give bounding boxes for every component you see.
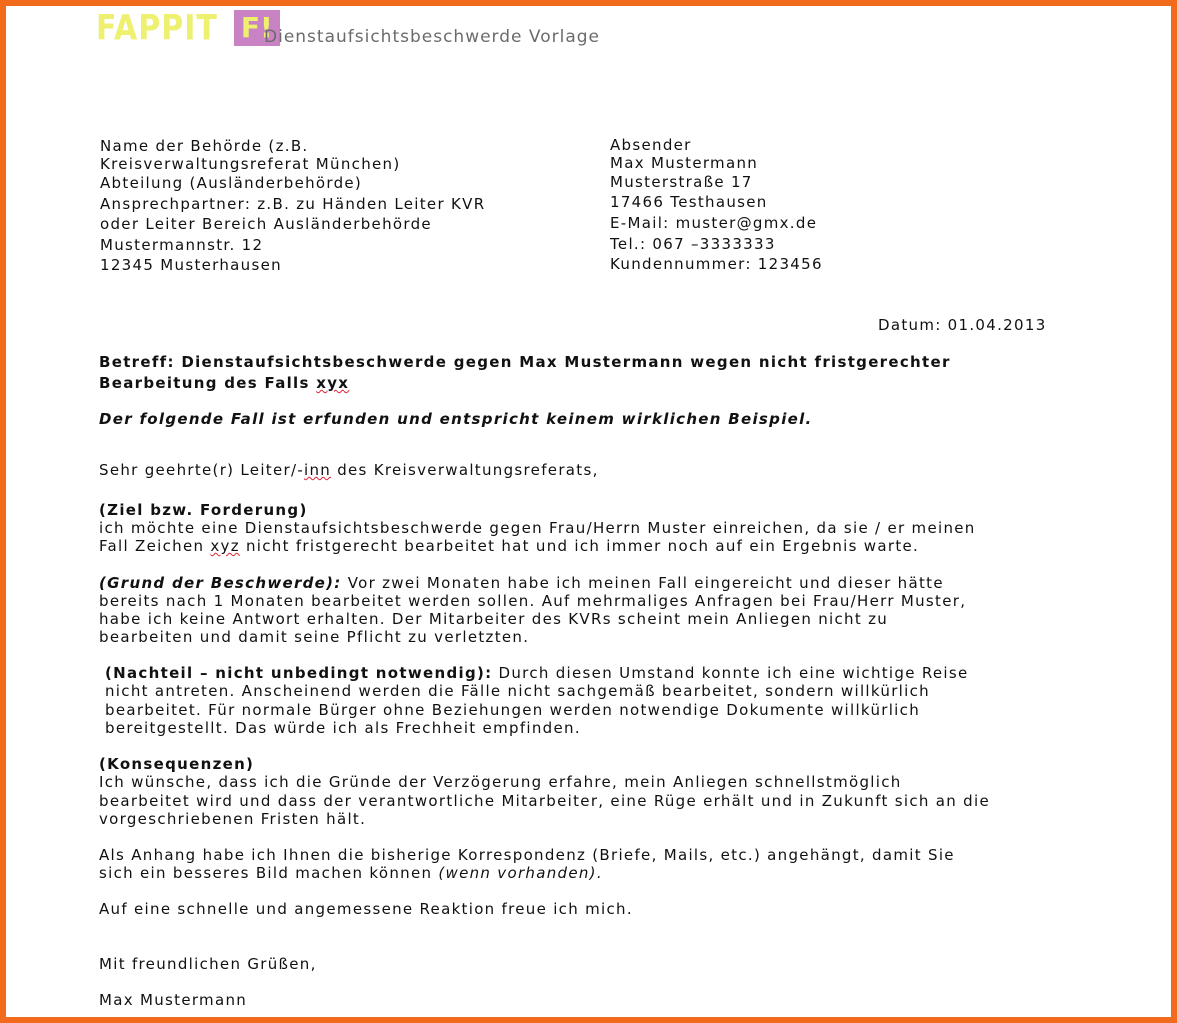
logo-text: FAPPIT bbox=[96, 7, 218, 49]
subject-line: Betreff: Dienstaufsichtsbeschwerde gegen Max Mustermann wegen nicht fristgerechter bbox=[99, 353, 951, 371]
recipient-line: 12345 Musterhausen bbox=[100, 256, 282, 274]
disadvantage-text: Durch diesen Umstand konnte ich eine wichtige Reise bbox=[492, 664, 969, 682]
disadvantage-line: nicht antreten. Anscheinend werden die Fälle nicht sachgemäß bearbeitet, sondern willkürlich bbox=[105, 682, 930, 700]
reason-line: habe ich keine Antwort erhalten. Der Mitarbeiter des KVRs scheint mein Anliegen nicht zu bbox=[99, 610, 889, 628]
reason-line: bereits nach 1 Monaten bearbeitet werden sollen. Auf mehrmaliges Anfragen bei Frau/Herr Muster, bbox=[99, 592, 967, 610]
recipient-line: Name der Behörde (z.B. bbox=[100, 137, 309, 155]
goal-line: ich möchte eine Dienstaufsichtsbeschwerde gegen Frau/Herrn Muster einreichen, da sie / er meinen bbox=[99, 519, 976, 537]
disclaimer: Der folgende Fall ist erfunden und entspricht keinem wirklichen Beispiel. bbox=[99, 410, 813, 428]
disadvantage-line bbox=[105, 664, 969, 682]
letter-date: Datum: 01.04.2013 bbox=[878, 316, 1047, 334]
goal-text: Fall Zeichen bbox=[99, 537, 211, 555]
closing-line: Auf eine schnelle und angemessene Reaktion freue ich mich. bbox=[99, 900, 633, 918]
salutation-text: Sehr geehrte(r) Leiter/- bbox=[99, 461, 305, 479]
spellcheck-word: xyx bbox=[316, 374, 350, 392]
spellcheck-word: xyz bbox=[210, 537, 240, 555]
attachment-text: sich ein besseres Bild machen können bbox=[99, 864, 439, 882]
attachment-note: (wenn vorhanden). bbox=[438, 864, 603, 882]
document-title: Dienstaufsichtsbeschwerde Vorlage bbox=[264, 27, 600, 47]
site-logo[interactable] bbox=[96, 8, 280, 48]
subject-text: Bearbeitung des Falls bbox=[99, 374, 317, 392]
subject-line bbox=[99, 374, 349, 392]
salutation bbox=[99, 461, 599, 479]
attachment-line: Als Anhang habe ich Ihnen die bisherige Korrespondenz (Briefe, Mails, etc.) angehängt, damit Sie bbox=[99, 846, 955, 864]
sender-line: Tel.: 067 –3333333 bbox=[610, 235, 776, 253]
recipient-line: oder Leiter Bereich Ausländerbehörde bbox=[100, 215, 432, 233]
disadvantage-line: bearbeitet. Für normale Bürger ohne Beziehungen werden notwendige Dokumente willkürlich bbox=[105, 701, 921, 719]
recipient-line: Abteilung (Ausländerbehörde) bbox=[100, 174, 363, 192]
consequences-line: bearbeitet wird und dass der verantwortliche Mitarbeiter, eine Rüge erhält und in Zukunft sich an die bbox=[99, 792, 990, 810]
recipient-line: Kreisverwaltungsreferat München) bbox=[100, 155, 401, 173]
attachment-line bbox=[99, 864, 603, 882]
sender-line: 17466 Testhausen bbox=[610, 193, 768, 211]
spellcheck-word: inn bbox=[304, 461, 332, 479]
goal-text: nicht fristgerecht bearbeitet hat und ich immer noch auf ein Ergebnis warte. bbox=[239, 537, 920, 555]
sender-line: Kundennummer: 123456 bbox=[610, 255, 823, 273]
consequences-line: Ich wünsche, dass ich die Gründe der Verzögerung erfahre, mein Anliegen schnellstmöglich bbox=[99, 773, 902, 791]
sender-line: Musterstraße 17 bbox=[610, 173, 753, 191]
goal-line bbox=[99, 537, 919, 555]
logo-badge: F! bbox=[234, 10, 280, 46]
signature: Max Mustermann bbox=[99, 991, 248, 1009]
sender-line: Absender bbox=[610, 136, 692, 154]
reason-line bbox=[99, 574, 944, 592]
disadvantage-line: bereitgestellt. Das würde ich als Frechheit empfinden. bbox=[105, 719, 581, 737]
sender-line: E-Mail: muster@gmx.de bbox=[610, 214, 818, 232]
greeting: Mit freundlichen Grüßen, bbox=[99, 955, 317, 973]
sender-line: Max Mustermann bbox=[610, 154, 759, 172]
consequences-heading: (Konsequenzen) bbox=[99, 755, 255, 773]
reason-line: bearbeiten und damit seine Pflicht zu verletzten. bbox=[99, 628, 530, 646]
reason-text: Vor zwei Monaten habe ich meinen Fall eingereicht und dieser hätte bbox=[341, 574, 944, 592]
recipient-line: Mustermannstr. 12 bbox=[100, 236, 264, 254]
consequences-line: vorgeschriebenen Fristen hält. bbox=[99, 810, 367, 828]
goal-heading: (Ziel bzw. Forderung) bbox=[99, 501, 308, 519]
disadvantage-heading: (Nachteil – nicht unbedingt notwendig): bbox=[105, 664, 493, 682]
salutation-text: des Kreisverwaltungsreferats, bbox=[331, 461, 599, 479]
recipient-line: Ansprechpartner: z.B. zu Händen Leiter KVR bbox=[100, 195, 486, 213]
reason-heading: (Grund der Beschwerde): bbox=[99, 574, 342, 592]
